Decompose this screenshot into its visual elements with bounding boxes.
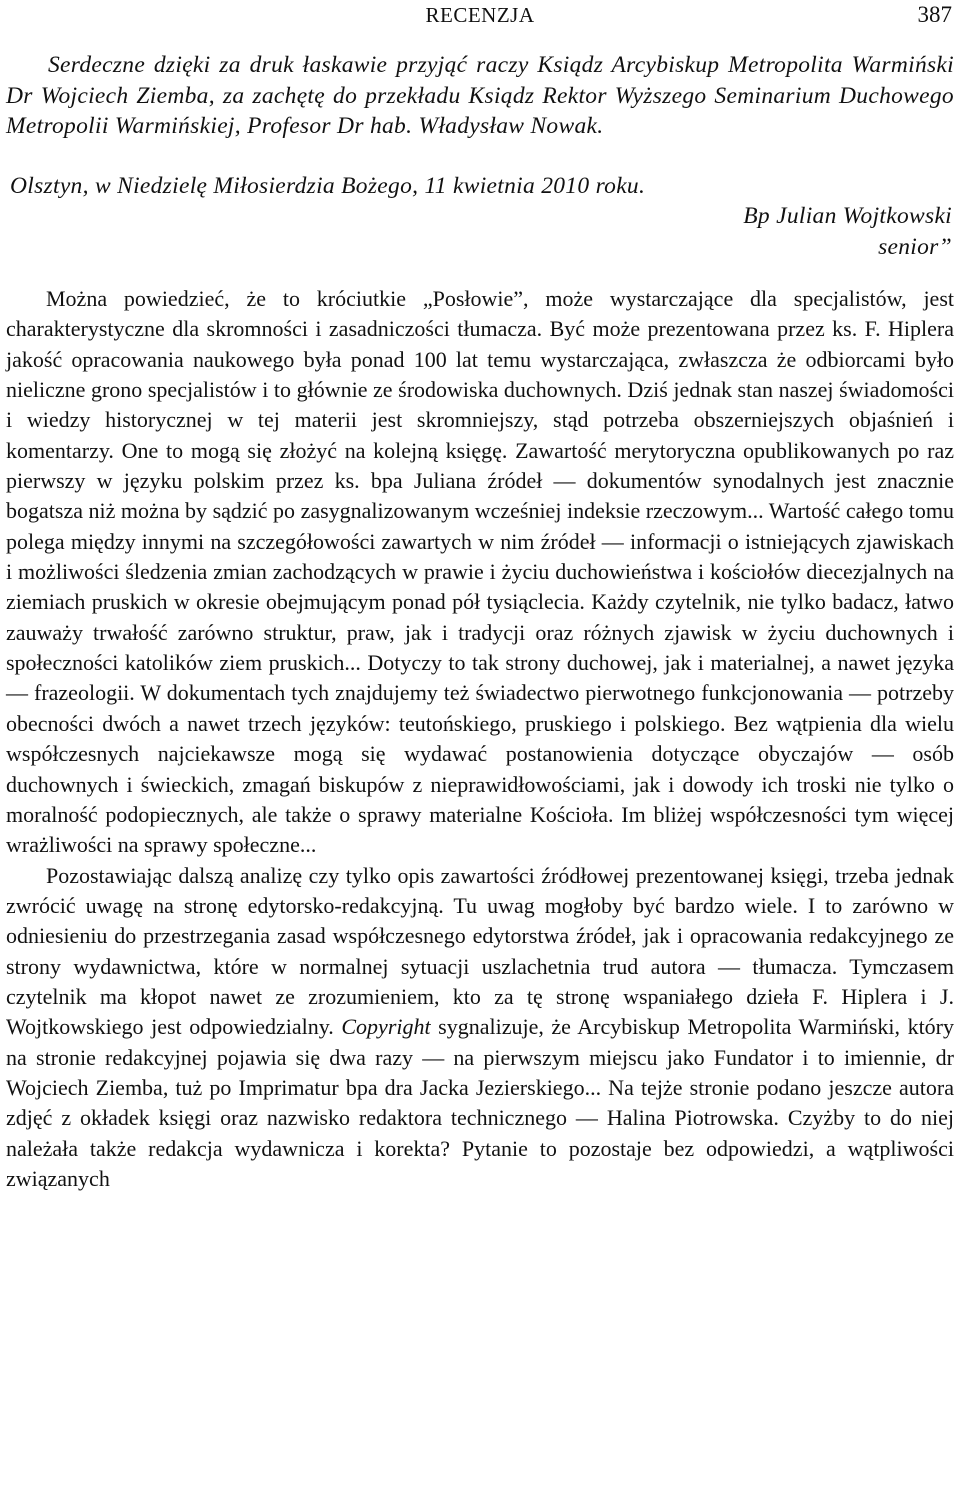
dateline: Olsztyn, w Niedzielę Miłosierdzia Bożego, 11 kwietnia 2010 roku. [10,172,646,199]
running-header [6,0,954,30]
paragraph-1: Można powiedzieć, że to króciutkie „Posłowie”, może wystarczające dla specjalistów, jest charakterystyczne dla skromności i zasadniczości tłumacza. Być może prezentowana przez ks. F. Hiplera jakość opracowania naukowego była ponad 100 lat temu wystarczająca, zwłaszcza że odbiorcami było nieliczne grono specjalistów i to głównie ze środowiska duchownych. Dziś jednak stan naszej świadomości i wiedzy historycznej w tej materii jest skromniejszy, stąd potrzeba obszerniejszych objaśnień i komentarzy. One to mogą się złożyć na kolejną księgę. Zawartość merytoryczna opublikowanych po raz pierwszy w języku polskim przez ks. bpa Juliana źródeł — dokumentów synodalnych jest znacznie bogatsza niż można by sądzić po zasygnalizowanym wcześniej indeksie rzeczowym... Wartość całego tomu polega między innymi na szczegółowości zawartych w nim źródeł — informacji o istniejących zjawiskach i możliwości śledzenia zmian zachodzących w prawie i życiu duchowieństwa i kościołów diecezjalnych na ziemiach pruskich w okresie obejmującym ponad pół tysiąclecia. Każdy czytelnik, nie tylko badacz, łatwo zauważy trwałość zarówno struktur, praw, jak i tradycji oraz różnych zjawisk w życiu duchownych i społeczności katolików ziem pruskich... Dotyczy to tak strony duchowej, jak i materialnej, a nawet języka — frazeologii. W dokumentach tych znajdujemy też świadectwo pierwotnego funkcjonowania — potrzeby obecności dwóch a nawet trzech języków: teutońskiego, pruskiego i polskiego. Bez wątpienia dla wielu współczesnych najciekawsze mogą się wydawać postanowienia dotyczące obyczajów — osób duchownych i świeckich, zmagań biskupów z nieprawidłowościami, jak i dowody ich troski nie tylko o moralność podopiecznych, ale także o sprawy materialne Kościoła. Im bliżej współczesności tym więcej wrażliwości na sprawy społeczne... [6,286,954,858]
acknowledgement-quote: Serdeczne dzięki za druk łaskawie przyjąć raczy Ksiądz Arcybiskup Metropolita Warmiński Dr Wojciech Ziemba, za zachętę do przekładu Ksiądz Rektor Wyższego Seminarium Duchowego Metropolii Warmińskiej, Profesor Dr hab. Władysław Nowak. [6,52,954,139]
running-title: RECENZJA [425,3,535,27]
paragraph-2-part-2: sygnalizuje, że Arcybiskup Metropolita Warmiński, który na stronie redakcyjnej pojawia się dwa razy — na pierwszym miejscu jako Fundator i to imiennie, dr Wojciech Ziemba, tuż po Imprimatur bpa dra Jacka Jezierskiego... Na tejże stronie podano jeszcze autora zdjęć z okładek księgi oraz nazwisko redaktora technicznego — Halina Piotrowska. Czyżby to do niej należała także redakcja wydawnicza i korekta? Pytanie to pozostaje bez odpowiedzi, a wątpliwości związanych [6,1014,955,1191]
copyright-term: Copyright [341,1014,431,1040]
signature-title: senior” [878,233,952,260]
review-body [6,284,954,1194]
signature-name: Bp Julian Wojtkowski [743,203,952,229]
page-number: 387 [917,2,952,27]
paragraph-2 [6,861,954,1195]
paragraph-2-part-1: Pozostawiając dalszą analizę czy tylko opis zawartości źródłowej prezentowanej księgi, trzeba jednak zwrócić uwagę na stronę edytorsko-redakcyjną. Tu uwag mogłoby być bardzo wiele. I to zarówno w odniesieniu do przestrzegania zasad współczesnego edytorstwa źródeł, jak i opracowania redakcyjnego ze strony wydawnictwa, które w normalnej sytuacji uszlachetnia trud autora — tłumacza. Tymczasem czytelnik ma kłopot nawet ze zrozumieniem, kto za tę stronę wspaniałego dzieła F. Hiplera i J. Wojtkowskiego jest odpowiedzialny. [6,862,954,1040]
